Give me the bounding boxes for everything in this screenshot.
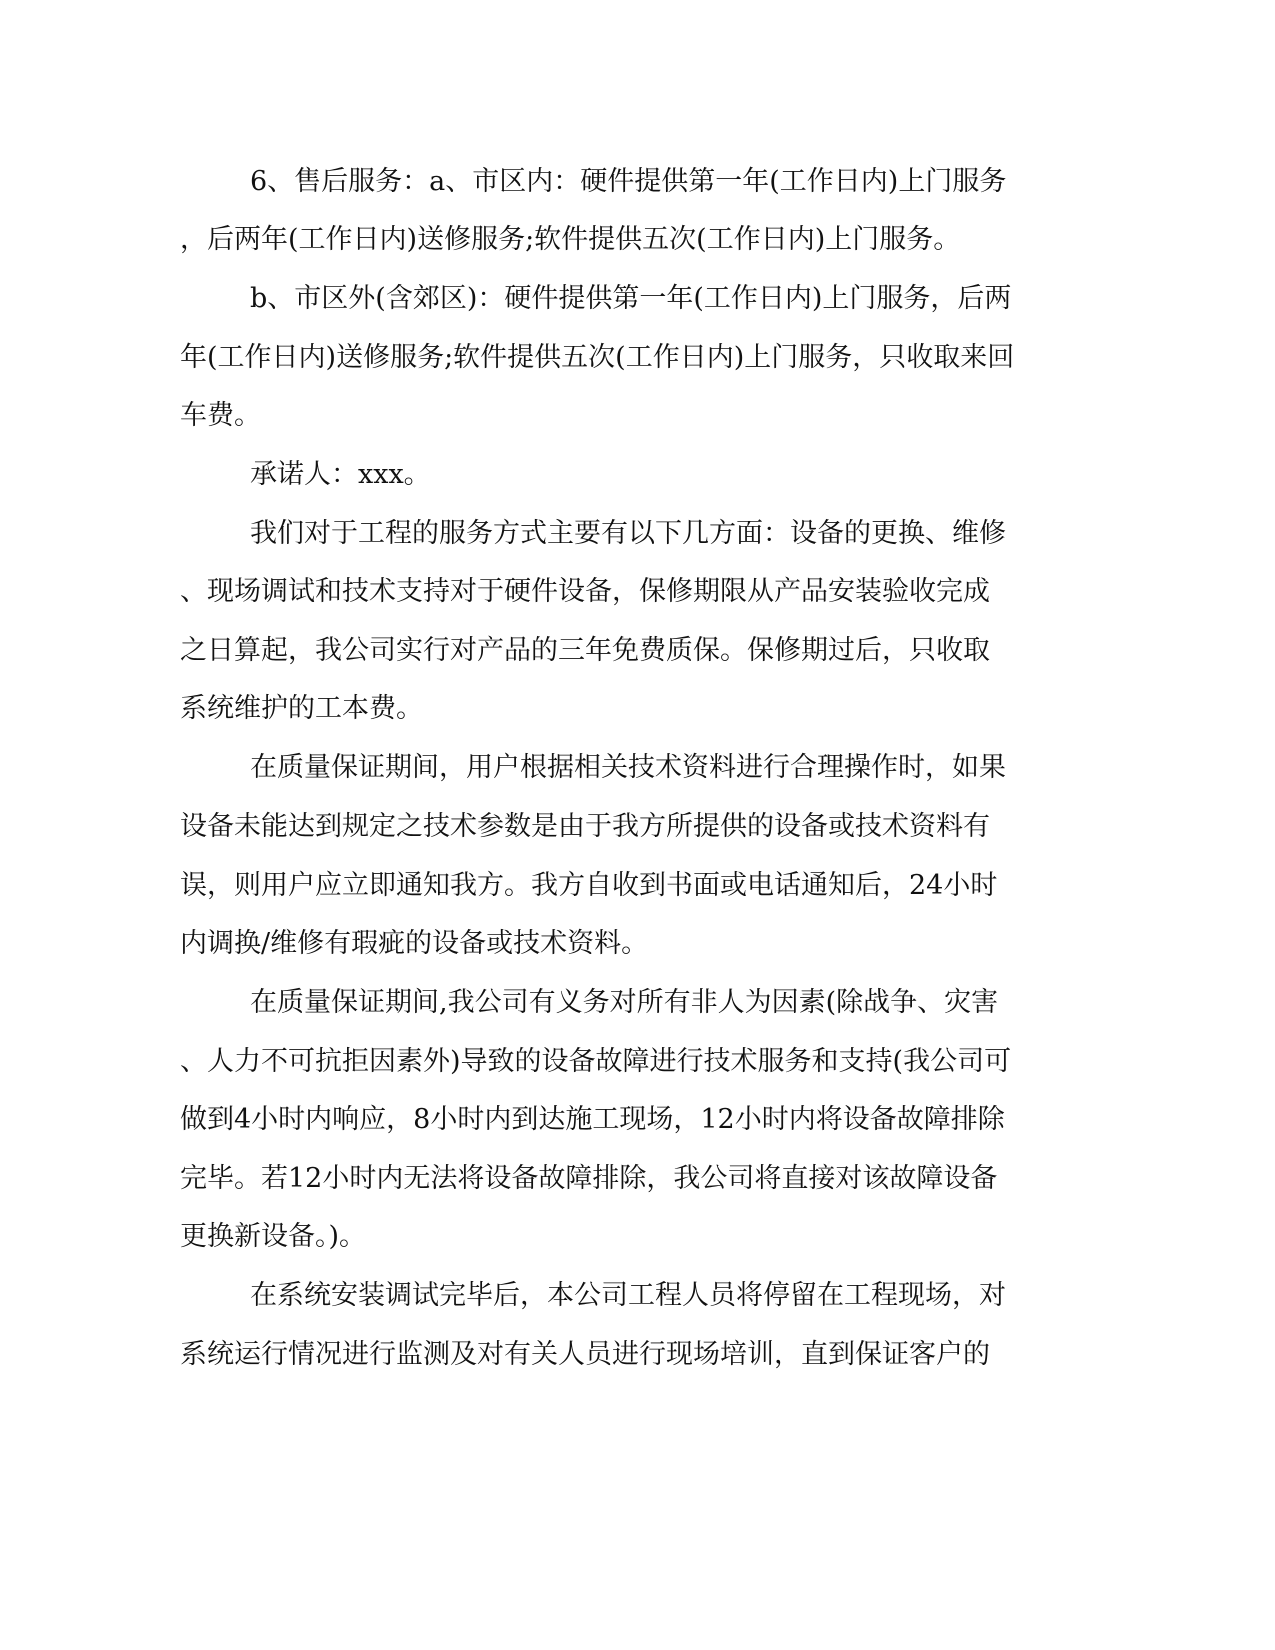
paragraph-line: 在质量保证期间，用户根据相关技术资料进行合理操作时，如果 xyxy=(250,752,1006,783)
paragraph-line: 做到4小时内响应，8小时内到达施工现场，12小时内将设备故障排除 xyxy=(180,1104,1005,1135)
paragraph-line: 我们对于工程的服务方式主要有以下几方面：设备的更换、维修 xyxy=(250,518,1006,549)
paragraph-line: ，后两年(工作日内)送修服务;软件提供五次(工作日内)上门服务。 xyxy=(180,224,961,255)
paragraph-line: 6、售后服务：a、市区内：硬件提供第一年(工作日内)上门服务 xyxy=(250,166,1007,197)
paragraph-line: 在系统安装调试完毕后，本公司工程人员将停留在工程现场，对 xyxy=(250,1280,1006,1311)
paragraph-line: 承诺人：xxx。 xyxy=(250,459,431,490)
paragraph-line: b、市区外(含郊区)：硬件提供第一年(工作日内)上门服务，后两 xyxy=(250,283,1012,314)
paragraph-line: 系统运行情况进行监测及对有关人员进行现场培训，直到保证客户的 xyxy=(180,1339,990,1370)
paragraph-line: 年(工作日内)送修服务;软件提供五次(工作日内)上门服务，只收取来回 xyxy=(180,342,1015,373)
paragraph-line: 、现场调试和技术支持对于硬件设备，保修期限从产品安装验收完成 xyxy=(180,576,990,607)
paragraph-line: 误，则用户应立即通知我方。我方自收到书面或电话通知后，24小时 xyxy=(180,870,998,901)
paragraph-line: 设备未能达到规定之技术参数是由于我方所提供的设备或技术资料有 xyxy=(180,811,990,842)
paragraph-line: 、人力不可抗拒因素外)导致的设备故障进行技术服务和支持(我公司可 xyxy=(180,1046,1012,1077)
paragraph-line: 在质量保证期间,我公司有义务对所有非人为因素(除战争、灾害 xyxy=(250,987,999,1018)
paragraph-line: 更换新设备。)。 xyxy=(180,1221,367,1252)
paragraph-line: 系统维护的工本费。 xyxy=(180,693,423,724)
paragraph-line: 车费。 xyxy=(180,400,261,431)
paragraph-line: 之日算起，我公司实行对产品的三年免费质保。保修期过后，只收取 xyxy=(180,635,990,666)
paragraph-line: 内调换/维修有瑕疵的设备或技术资料。 xyxy=(180,928,649,959)
paragraph-line: 完毕。若12小时内无法将设备故障排除，我公司将直接对该故障设备 xyxy=(180,1163,998,1194)
